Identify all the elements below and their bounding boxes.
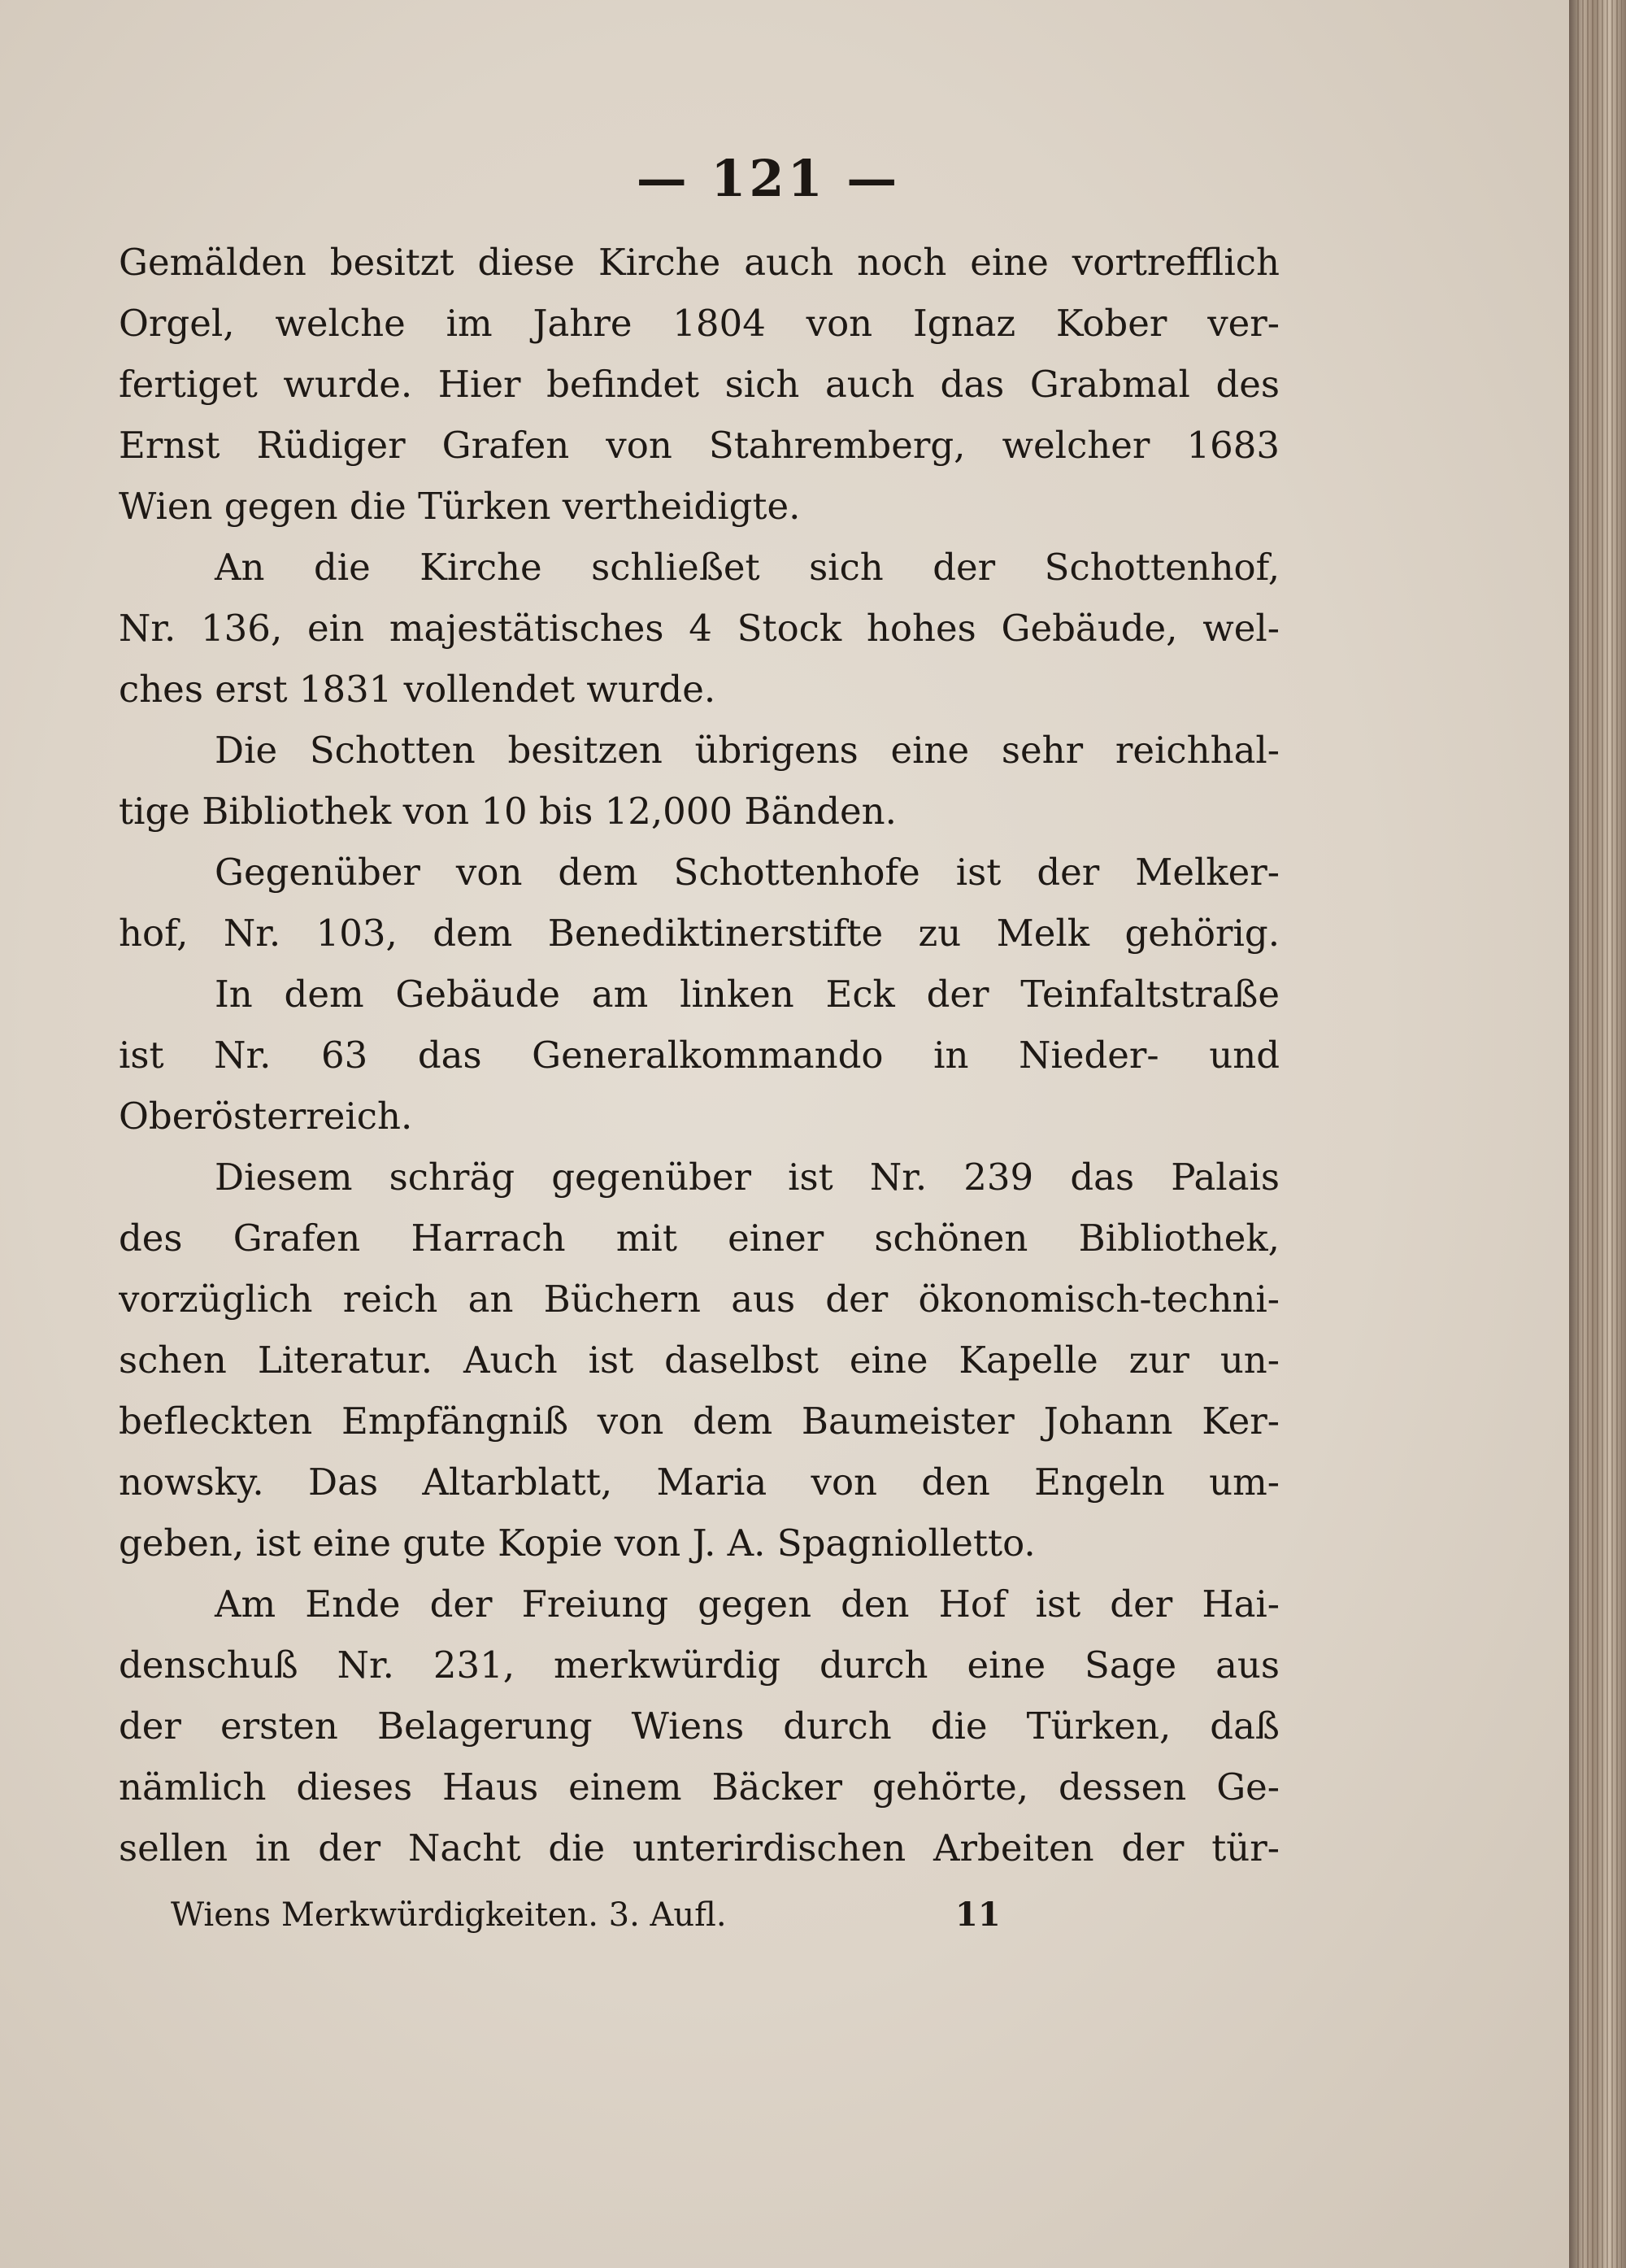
text-line: Nr. 136, ein majestätisches 4 Stock hohes Gebäude, wel- [119,607,1280,650]
text-line: sellen in der Nacht die unterirdischen Arbeiten der tür- [119,1826,1280,1870]
body-text [119,232,1280,1878]
text-line: nowsky. Das Altarblatt, Maria von den Engeln um- [119,1460,1280,1504]
text-line: geben, ist eine gute Kopie von J. A. Spagniolletto. [119,1521,1036,1565]
text-line: befleckten Empfängniß von dem Baumeister Johann Ker- [119,1400,1280,1443]
text-line: des Grafen Harrach mit einer schönen Bibliothek, [119,1217,1280,1260]
text-line: Oberösterreich. [119,1095,413,1138]
text-line: der ersten Belagerung Wiens durch die Türken, daß [119,1704,1280,1748]
text-line: In dem Gebäude am linken Eck der Teinfaltstraße [215,973,1280,1016]
text-line: schen Literatur. Auch ist daselbst eine Kapelle zur un- [119,1339,1280,1382]
text-line: ist Nr. 63 das Generalkommando in Nieder- und [119,1034,1280,1077]
footer-signature-mark: 11 [955,1896,1001,1934]
page-number: — 121 — [636,149,901,208]
text-line: ches erst 1831 vollendet wurde. [119,668,716,711]
text-line: Wien gegen die Türken vertheidigte. [119,485,801,528]
text-line: Ernst Rüdiger Grafen von Stahremberg, welcher 1683 [119,424,1280,467]
text-line: hof, Nr. 103, dem Benediktinerstifte zu Melk gehörig. [119,912,1280,955]
text-line: Gemälden besitzt diese Kirche auch noch eine vortrefflich [119,241,1280,284]
text-line: denschuß Nr. 231, merkwürdig durch eine Sage aus [119,1643,1280,1687]
text-line: Die Schotten besitzen übrigens eine sehr reichhal- [215,729,1280,772]
page-footer [171,1887,1024,1944]
text-line: An die Kirche schließet sich der Schottenhof, [215,546,1280,589]
text-line: Am Ende der Freiung gegen den Hof ist der Hai- [215,1582,1280,1626]
text-line: nämlich dieses Haus einem Bäcker gehörte, dessen Ge- [119,1765,1280,1809]
footer-book-title: Wiens Merkwürdigkeiten. 3. Aufl. [171,1896,727,1934]
text-line: tige Bibliothek von 10 bis 12,000 Bänden. [119,790,897,833]
page-edges-texture [1577,0,1622,2268]
text-line: Orgel, welche im Jahre 1804 von Ignaz Kober ver- [119,302,1280,345]
text-line: Diesem schräg gegenüber ist Nr. 239 das Palais [215,1156,1280,1199]
text-line: vorzüglich reich an Büchern aus der ökonomisch-techni- [119,1278,1280,1321]
text-line: Gegenüber von dem Schottenhofe ist der Melker- [215,851,1280,894]
text-line: fertiget wurde. Hier befindet sich auch das Grabmal des [119,363,1280,406]
